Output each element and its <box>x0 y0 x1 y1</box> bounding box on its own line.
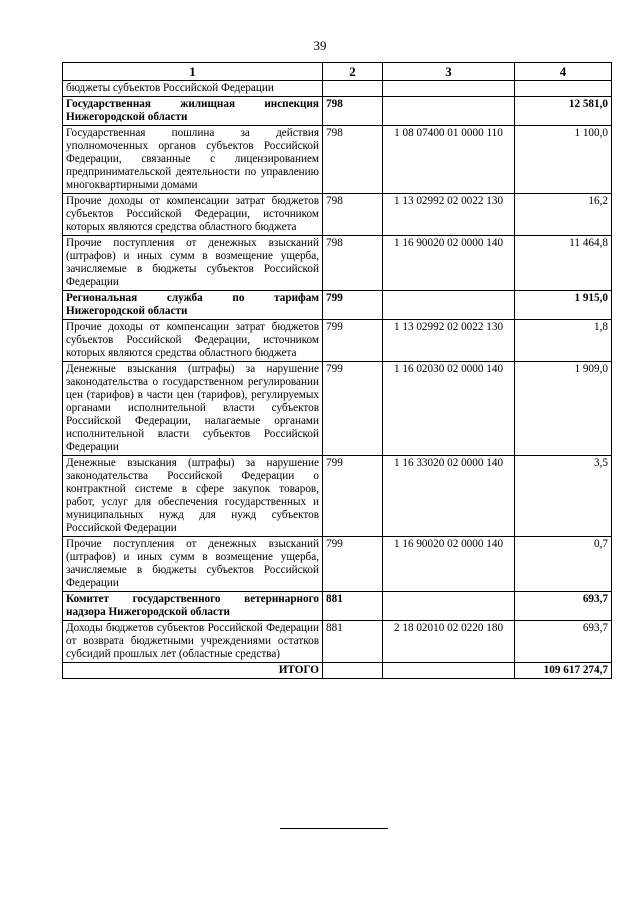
total-code-cell <box>383 663 515 679</box>
row-revenue-code-cell: 1 16 02030 02 0000 140 <box>383 362 515 456</box>
row-revenue-code-cell: 1 13 02992 02 0022 130 <box>383 320 515 362</box>
total-label: ИТОГО <box>63 663 323 679</box>
row-name-cell: Доходы бюджетов субъектов Российской Федерации от возврата бюджетными учреждениями остатков субсидий прошлых лет (областные средства) <box>63 621 323 663</box>
column-header-3: 3 <box>383 63 515 81</box>
row-amount-cell: 693,7 <box>515 592 612 621</box>
row-name-cell: Прочие поступления от денежных взысканий (штрафов) и иных сумм в возмещение ущерба, зачисляемые в бюджеты субъектов Российской Федерации <box>63 236 323 291</box>
row-revenue-code-cell <box>383 291 515 320</box>
row-name-cell: Государственная пошлина за действия уполномоченных органов субъектов Российской Федерации, связанные с лицензированием предпринимательской деятельности по управлению многоквартирными домами <box>63 126 323 194</box>
table-row <box>63 537 612 592</box>
page-number: 39 <box>313 38 327 53</box>
closing-rule <box>280 828 388 829</box>
row-admin-code-cell: 798 <box>323 97 383 126</box>
row-admin-code-cell: 798 <box>323 194 383 236</box>
row-revenue-code-cell: 1 16 90020 02 0000 140 <box>383 236 515 291</box>
row-amount-cell: 1,8 <box>515 320 612 362</box>
row-name-cell: Комитет государственного ветеринарного надзора Нижегородской области <box>63 592 323 621</box>
row-admin-code-cell: 798 <box>323 236 383 291</box>
table-header-row <box>63 63 612 81</box>
row-name-cell: Региональная служба по тарифам Нижегородской области <box>63 291 323 320</box>
row-amount-cell: 3,5 <box>515 456 612 537</box>
row-admin-code-cell: 798 <box>323 126 383 194</box>
row-amount-cell: 1 909,0 <box>515 362 612 456</box>
row-name-cell: Денежные взыскания (штрафы) за нарушение законодательства Российской Федерации о контрактной системе в сфере закупок товаров, работ, услуг для обеспечения государственных и муниципальных нужд для нужд субъектов Российской Федерации <box>63 456 323 537</box>
column-header-2: 2 <box>323 63 383 81</box>
table-row-organization <box>63 97 612 126</box>
row-amount-cell <box>515 81 612 97</box>
row-admin-code-cell: 799 <box>323 362 383 456</box>
row-amount-cell: 1 100,0 <box>515 126 612 194</box>
total-amount: 109 617 274,7 <box>515 663 612 679</box>
table-row <box>63 456 612 537</box>
row-amount-cell: 16,2 <box>515 194 612 236</box>
row-admin-code-cell: 799 <box>323 537 383 592</box>
table-row-organization <box>63 291 612 320</box>
row-amount-cell: 693,7 <box>515 621 612 663</box>
table-row <box>63 320 612 362</box>
row-revenue-code-cell <box>383 81 515 97</box>
revenue-table <box>62 62 612 679</box>
row-admin-code-cell: 799 <box>323 320 383 362</box>
table-row-organization <box>63 592 612 621</box>
row-admin-code-cell <box>323 81 383 97</box>
table-row <box>63 621 612 663</box>
table-row <box>63 194 612 236</box>
row-revenue-code-cell: 1 08 07400 01 0000 110 <box>383 126 515 194</box>
table-row <box>63 362 612 456</box>
total-row <box>63 663 612 679</box>
row-name-cell: Прочие доходы от компенсации затрат бюджетов субъектов Российской Федерации, источником которых являются средства областного бюджета <box>63 320 323 362</box>
table-body <box>63 81 612 663</box>
row-admin-code-cell: 881 <box>323 621 383 663</box>
row-amount-cell: 1 915,0 <box>515 291 612 320</box>
row-revenue-code-cell: 1 16 33020 02 0000 140 <box>383 456 515 537</box>
row-name-cell: бюджеты субъектов Российской Федерации <box>63 81 323 97</box>
table-row <box>63 236 612 291</box>
row-revenue-code-cell <box>383 592 515 621</box>
row-revenue-code-cell <box>383 97 515 126</box>
total-admin-cell <box>323 663 383 679</box>
row-amount-cell: 12 581,0 <box>515 97 612 126</box>
table-row <box>63 81 612 97</box>
row-revenue-code-cell: 1 16 90020 02 0000 140 <box>383 537 515 592</box>
column-header-1: 1 <box>63 63 323 81</box>
row-admin-code-cell: 799 <box>323 291 383 320</box>
row-name-cell: Прочие поступления от денежных взысканий (штрафов) и иных сумм в возмещение ущерба, зачисляемые в бюджеты субъектов Российской Федерации <box>63 537 323 592</box>
row-amount-cell: 0,7 <box>515 537 612 592</box>
row-name-cell: Денежные взыскания (штрафы) за нарушение законодательства о государственном регулировании цен (тарифов) в части цен (тарифов), регулируемых органами исполнительной власти субъектов Российской Федерации, налагаемые органами исполнительной власти субъектов Российской Федерации <box>63 362 323 456</box>
column-header-4: 4 <box>515 63 612 81</box>
row-revenue-code-cell: 2 18 02010 02 0220 180 <box>383 621 515 663</box>
row-admin-code-cell: 881 <box>323 592 383 621</box>
row-name-cell: Прочие доходы от компенсации затрат бюджетов субъектов Российской Федерации, источником которых являются средства областного бюджета <box>63 194 323 236</box>
row-revenue-code-cell: 1 13 02992 02 0022 130 <box>383 194 515 236</box>
row-amount-cell: 11 464,8 <box>515 236 612 291</box>
table-row <box>63 126 612 194</box>
row-name-cell: Государственная жилищная инспекция Нижегородской области <box>63 97 323 126</box>
row-admin-code-cell: 799 <box>323 456 383 537</box>
